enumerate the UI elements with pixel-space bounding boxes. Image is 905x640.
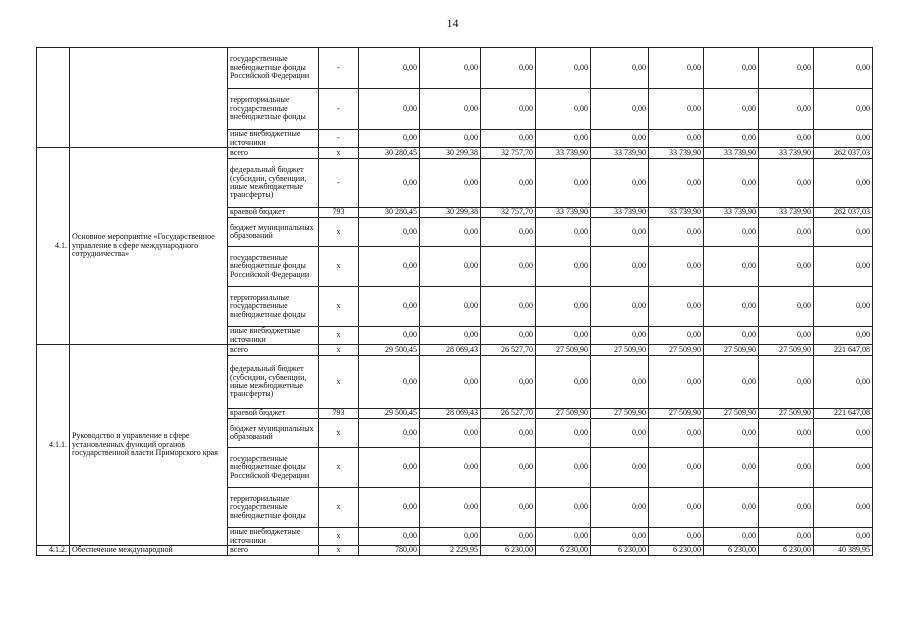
section-index: 4.1.1. [37,345,70,546]
amount-cell: 0,00 [704,528,759,546]
amount-cell: 0,00 [420,159,481,208]
budget-code: x [319,148,359,159]
amount-cell: 32 757,70 [481,148,536,159]
amount-cell: 27 509,90 [649,345,704,356]
funding-source: бюджет муниципальных образований [228,419,319,448]
amount-cell: 0,00 [704,218,759,247]
budget-code: x [319,488,359,528]
amount-cell: 0,00 [759,247,814,287]
amount-cell: 0,00 [359,419,420,448]
amount-cell: 0,00 [536,89,591,130]
budget-code: x [319,247,359,287]
amount-cell: 0,00 [591,89,649,130]
amount-cell: 0,00 [420,287,481,327]
amount-cell: 0,00 [649,287,704,327]
amount-cell: 0,00 [591,327,649,345]
amount-cell: 27 509,90 [591,345,649,356]
amount-cell: 6 230,00 [536,546,591,556]
amount-cell: 0,00 [359,159,420,208]
amount-cell: 0,00 [759,287,814,327]
budget-code: 793 [319,409,359,419]
amount-cell: 29 500,45 [359,409,420,419]
amount-cell: 0,00 [704,159,759,208]
amount-cell: 0,00 [536,287,591,327]
amount-cell: 0,00 [649,247,704,287]
funding-source: государственные внебюджетные фонды Российской Федерации [228,48,319,89]
amount-cell: 0,00 [591,48,649,89]
amount-cell: 27 509,90 [536,409,591,419]
amount-cell: 0,00 [536,488,591,528]
amount-cell: 0,00 [536,218,591,247]
amount-cell: 0,00 [359,448,420,488]
amount-cell: 0,00 [814,448,873,488]
amount-cell: 0,00 [649,327,704,345]
amount-cell: 30 280,45 [359,148,420,159]
amount-cell: 0,00 [481,159,536,208]
amount-cell: 0,00 [591,247,649,287]
funding-source: территориальные государственные внебюджетные фонды [228,287,319,327]
amount-cell: 0,00 [359,356,420,409]
amount-cell: 33 739,90 [704,148,759,159]
section-index: 4.1.2. [37,546,70,556]
amount-cell: 0,00 [759,448,814,488]
amount-cell: 27 509,90 [591,409,649,419]
budget-code: x [319,327,359,345]
funding-source: всего [228,148,319,159]
funding-source: иные внебюджетные источники [228,130,319,148]
funding-source: государственные внебюджетные фонды Российской Федерации [228,448,319,488]
amount-cell: 0,00 [649,48,704,89]
amount-cell: 0,00 [704,48,759,89]
section-index [37,48,70,148]
amount-cell: 0,00 [704,356,759,409]
amount-cell: 0,00 [759,488,814,528]
amount-cell: 6 230,00 [481,546,536,556]
funding-source: краевой бюджет [228,409,319,419]
budget-code: 793 [319,208,359,218]
amount-cell: 0,00 [649,488,704,528]
amount-cell: 0,00 [814,218,873,247]
amount-cell: 262 037,03 [814,148,873,159]
funding-source: иные внебюджетные источники [228,327,319,345]
amount-cell: 262 037,03 [814,208,873,218]
amount-cell: 0,00 [420,528,481,546]
amount-cell: 0,00 [591,159,649,208]
amount-cell: 27 509,90 [649,409,704,419]
budget-code: x [319,218,359,247]
amount-cell: 0,00 [481,327,536,345]
amount-cell: 0,00 [536,247,591,287]
amount-cell: 0,00 [649,130,704,148]
amount-cell: 29 500,45 [359,345,420,356]
amount-cell: 0,00 [481,89,536,130]
amount-cell: 0,00 [420,448,481,488]
amount-cell: 0,00 [814,419,873,448]
budget-code: x [319,419,359,448]
amount-cell: 33 739,90 [649,148,704,159]
amount-cell: 0,00 [481,247,536,287]
amount-cell: 0,00 [814,130,873,148]
amount-cell: 33 739,90 [649,208,704,218]
amount-cell: 6 230,00 [704,546,759,556]
budget-code: - [319,89,359,130]
budget-code: x [319,448,359,488]
amount-cell: 0,00 [359,247,420,287]
amount-cell: 0,00 [814,287,873,327]
amount-cell: 32 757,70 [481,208,536,218]
amount-cell: 33 739,90 [759,148,814,159]
amount-cell: 0,00 [814,159,873,208]
amount-cell: 0,00 [536,327,591,345]
amount-cell: 27 509,90 [704,409,759,419]
amount-cell: 6 230,00 [591,546,649,556]
amount-cell: 0,00 [359,48,420,89]
amount-cell: 30 299,38 [420,148,481,159]
amount-cell: 0,00 [359,528,420,546]
amount-cell: 0,00 [704,130,759,148]
amount-cell: 0,00 [359,218,420,247]
amount-cell: 0,00 [481,448,536,488]
amount-cell: 0,00 [704,89,759,130]
amount-cell: 0,00 [481,488,536,528]
funding-source: всего [228,546,319,556]
budget-code: x [319,345,359,356]
amount-cell: 27 509,90 [536,345,591,356]
amount-cell: 0,00 [536,48,591,89]
amount-cell: 0,00 [481,528,536,546]
funding-source: государственные внебюджетные фонды Российской Федерации [228,247,319,287]
amount-cell: 0,00 [591,218,649,247]
amount-cell: 0,00 [420,488,481,528]
budget-code: x [319,528,359,546]
amount-cell: 0,00 [704,488,759,528]
amount-cell: 0,00 [359,488,420,528]
funding-source: бюджет муниципальных образований [228,218,319,247]
page-number: 14 [446,16,459,30]
amount-cell: 0,00 [649,218,704,247]
budget-code: - [319,130,359,148]
amount-cell: 0,00 [420,419,481,448]
budget-table [36,47,873,556]
amount-cell: 0,00 [420,327,481,345]
funding-source: иные внебюджетные источники [228,528,319,546]
amount-cell: 0,00 [536,356,591,409]
amount-cell: 780,00 [359,546,420,556]
amount-cell: 0,00 [649,159,704,208]
amount-cell: 0,00 [649,89,704,130]
table-row [37,345,873,356]
amount-cell: 0,00 [591,356,649,409]
amount-cell: 27 509,90 [759,345,814,356]
amount-cell: 0,00 [814,356,873,409]
amount-cell: 28 069,43 [420,409,481,419]
amount-cell: 0,00 [591,528,649,546]
amount-cell: 0,00 [420,130,481,148]
amount-cell: 0,00 [591,287,649,327]
budget-table-body [37,48,873,556]
section-title [70,48,228,148]
amount-cell: 0,00 [536,448,591,488]
amount-cell: 27 509,90 [759,409,814,419]
funding-source: всего [228,345,319,356]
budget-code: x [319,546,359,556]
amount-cell: 0,00 [359,327,420,345]
amount-cell: 0,00 [420,356,481,409]
amount-cell: 0,00 [649,356,704,409]
amount-cell: 33 739,90 [536,148,591,159]
funding-source: краевой бюджет [228,208,319,218]
amount-cell: 221 647,08 [814,409,873,419]
amount-cell: 0,00 [591,448,649,488]
amount-cell: 0,00 [649,528,704,546]
funding-source: федеральный бюджет (субсидии, субвенции, иные межбюджетные трансферты) [228,159,319,208]
amount-cell: 0,00 [704,247,759,287]
amount-cell: 0,00 [759,48,814,89]
amount-cell: 0,00 [481,419,536,448]
amount-cell: 30 299,38 [420,208,481,218]
amount-cell: 0,00 [481,356,536,409]
section-title: Основное мероприятие «Государственное управление в сфере международного сотрудничества» [70,148,228,345]
amount-cell: 0,00 [591,130,649,148]
amount-cell: 33 739,90 [759,208,814,218]
amount-cell: 0,00 [814,327,873,345]
section-title: Обеспечение международной [70,546,228,556]
amount-cell: 0,00 [649,419,704,448]
amount-cell: 0,00 [759,356,814,409]
budget-code: x [319,356,359,409]
table-row [37,48,873,89]
amount-cell: 0,00 [704,419,759,448]
amount-cell: 0,00 [420,89,481,130]
amount-cell: 0,00 [420,218,481,247]
amount-cell: 0,00 [481,48,536,89]
amount-cell: 0,00 [420,247,481,287]
budget-code: x [319,287,359,327]
table-row [37,148,873,159]
amount-cell: 0,00 [591,488,649,528]
amount-cell: 0,00 [481,218,536,247]
amount-cell: 0,00 [536,528,591,546]
budget-code: - [319,159,359,208]
amount-cell: 33 739,90 [704,208,759,218]
amount-cell: 6 230,00 [759,546,814,556]
amount-cell: 0,00 [704,327,759,345]
amount-cell: 0,00 [359,287,420,327]
amount-cell: 0,00 [814,247,873,287]
amount-cell: 0,00 [359,130,420,148]
amount-cell: 0,00 [759,327,814,345]
amount-cell: 0,00 [481,287,536,327]
amount-cell: 0,00 [481,130,536,148]
amount-cell: 0,00 [759,89,814,130]
amount-cell: 27 509,90 [704,345,759,356]
amount-cell: 0,00 [536,159,591,208]
amount-cell: 0,00 [359,89,420,130]
amount-cell: 28 069,43 [420,345,481,356]
amount-cell: 30 280,45 [359,208,420,218]
amount-cell: 0,00 [591,419,649,448]
funding-source: территориальные государственные внебюджетные фонды [228,488,319,528]
amount-cell: 26 527,70 [481,345,536,356]
amount-cell: 40 389,95 [814,546,873,556]
table-row [37,546,873,556]
amount-cell: 0,00 [536,419,591,448]
amount-cell: 2 229,95 [420,546,481,556]
amount-cell: 26 527,70 [481,409,536,419]
amount-cell: 0,00 [649,448,704,488]
amount-cell: 0,00 [759,419,814,448]
amount-cell: 0,00 [814,488,873,528]
amount-cell: 0,00 [814,528,873,546]
amount-cell: 0,00 [759,218,814,247]
amount-cell: 0,00 [814,89,873,130]
amount-cell: 0,00 [704,287,759,327]
amount-cell: 0,00 [536,130,591,148]
amount-cell: 33 739,90 [591,208,649,218]
amount-cell: 33 739,90 [536,208,591,218]
amount-cell: 0,00 [759,528,814,546]
amount-cell: 6 230,00 [649,546,704,556]
amount-cell: 0,00 [420,48,481,89]
section-index: 4.1. [37,148,70,345]
amount-cell: 0,00 [704,448,759,488]
amount-cell: 0,00 [759,130,814,148]
amount-cell: 221 647,08 [814,345,873,356]
funding-source: территориальные государственные внебюджетные фонды [228,89,319,130]
budget-code: - [319,48,359,89]
section-title: Руководство и управление в сфере установленных функций органов государственной власти Приморского края [70,345,228,546]
amount-cell: 0,00 [759,159,814,208]
funding-source: федеральный бюджет (субсидии, субвенции, иные межбюджетные трансферты) [228,356,319,409]
amount-cell: 0,00 [814,48,873,89]
amount-cell: 33 739,90 [591,148,649,159]
